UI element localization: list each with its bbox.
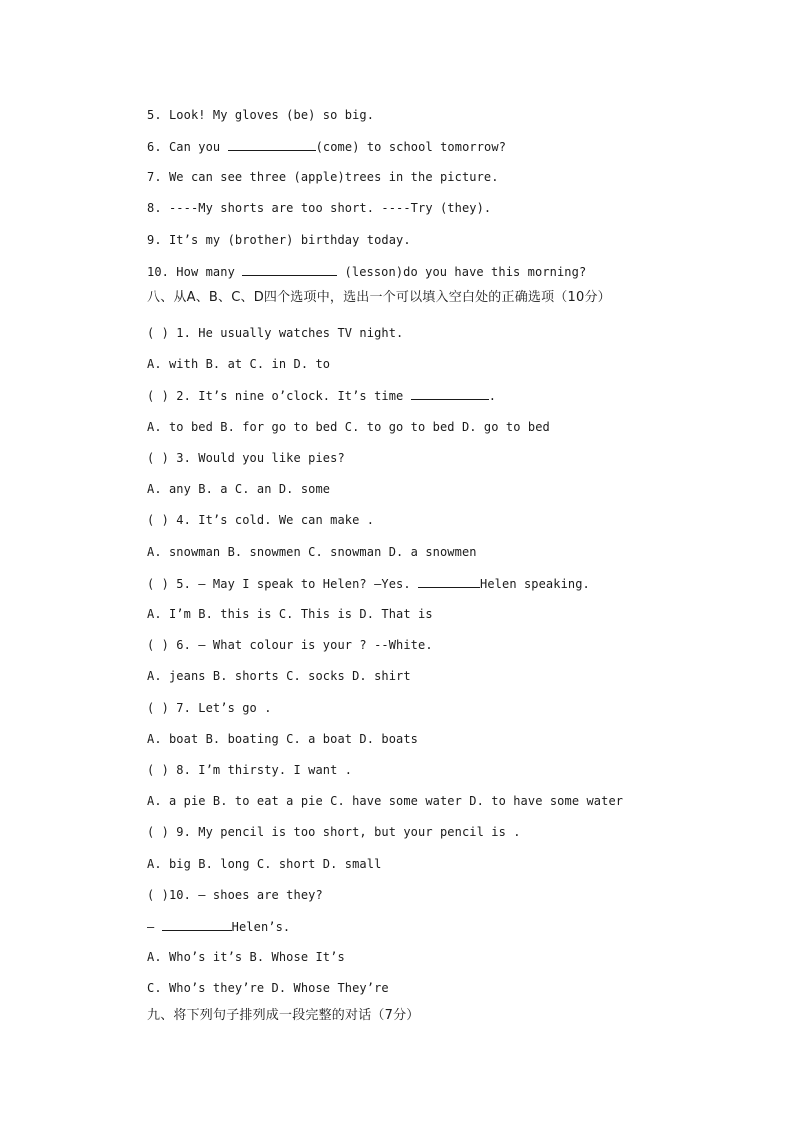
question-5: 5. Look! My gloves (be) so big. [147,108,375,122]
mc-question-2-after: . [488,389,497,403]
mc-answer-10-before: – [147,920,162,934]
mc-question-3: ( ) 3. Would you like pies? [147,451,345,465]
mc-options-10b: C. Who’s they’re D. Whose They’re [147,981,389,995]
question-8: 8. ----My shorts are too short. ----Try (they). [147,201,492,215]
answer-blank[interactable] [162,918,232,931]
mc-answer-10 [147,918,290,935]
mc-options-2: A. to bed B. for go to bed C. to go to bed D. go to bed [147,420,550,434]
mc-question-7: ( ) 7. Let’s go . [147,701,272,715]
question-9: 9. It’s my (brother) birthday today. [147,233,411,247]
question-10 [147,263,586,280]
mc-question-4: ( ) 4. It’s cold. We can make . [147,513,375,527]
mc-options-1: A. with B. at C. in D. to [147,357,331,371]
mc-question-2 [147,387,496,404]
answer-blank[interactable] [228,138,316,151]
section-9-heading: 九、将下列句子排列成一段完整的对话（7分） [147,1008,420,1023]
question-6 [147,138,506,155]
question-10-after: (lesson)do you have this morning? [337,265,587,279]
mc-answer-10-after: Helen’s. [231,920,291,934]
mc-options-5: A. I’m B. this is C. This is D. That is [147,607,433,621]
mc-options-7: A. boat B. boating C. a boat D. boats [147,732,419,746]
mc-question-5-after: Helen speaking. [480,577,590,591]
answer-blank[interactable] [418,575,480,588]
answer-blank[interactable] [242,263,337,276]
mc-question-2-before: ( ) 2. It’s nine o’clock. It’s time [147,389,411,403]
mc-question-6: ( ) 6. – What colour is your ? --White. [147,638,433,652]
mc-options-6: A. jeans B. shorts C. socks D. shirt [147,669,411,683]
mc-question-8: ( ) 8. I’m thirsty. I want . [147,763,353,777]
mc-question-5-before: ( ) 5. – May I speak to Helen? –Yes. [147,577,419,591]
question-7: 7. We can see three (apple)trees in the picture. [147,170,499,184]
answer-blank[interactable] [411,387,489,400]
mc-question-9: ( ) 9. My pencil is too short, but your pencil is . [147,825,521,839]
mc-options-4: A. snowman B. snowmen C. snowman D. a snowmen [147,545,477,559]
mc-options-3: A. any B. a C. an D. some [147,482,331,496]
question-10-before: 10. How many [147,265,243,279]
mc-options-8: A. a pie B. to eat a pie C. have some water D. to have some water [147,794,624,808]
question-6-before: 6. Can you [147,140,228,154]
mc-question-10: ( )10. – shoes are they? [147,888,323,902]
mc-question-5 [147,575,590,592]
mc-question-1: ( ) 1. He usually watches TV night. [147,326,404,340]
mc-options-9: A. big B. long C. short D. small [147,857,382,871]
section-8-heading: 八、从A、B、C、D四个选项中，选出一个可以填入空白处的正确选项（10分） [147,290,611,305]
question-6-after: (come) to school tomorrow? [315,140,507,154]
mc-options-10a: A. Who’s it’s B. Whose It’s [147,950,345,964]
